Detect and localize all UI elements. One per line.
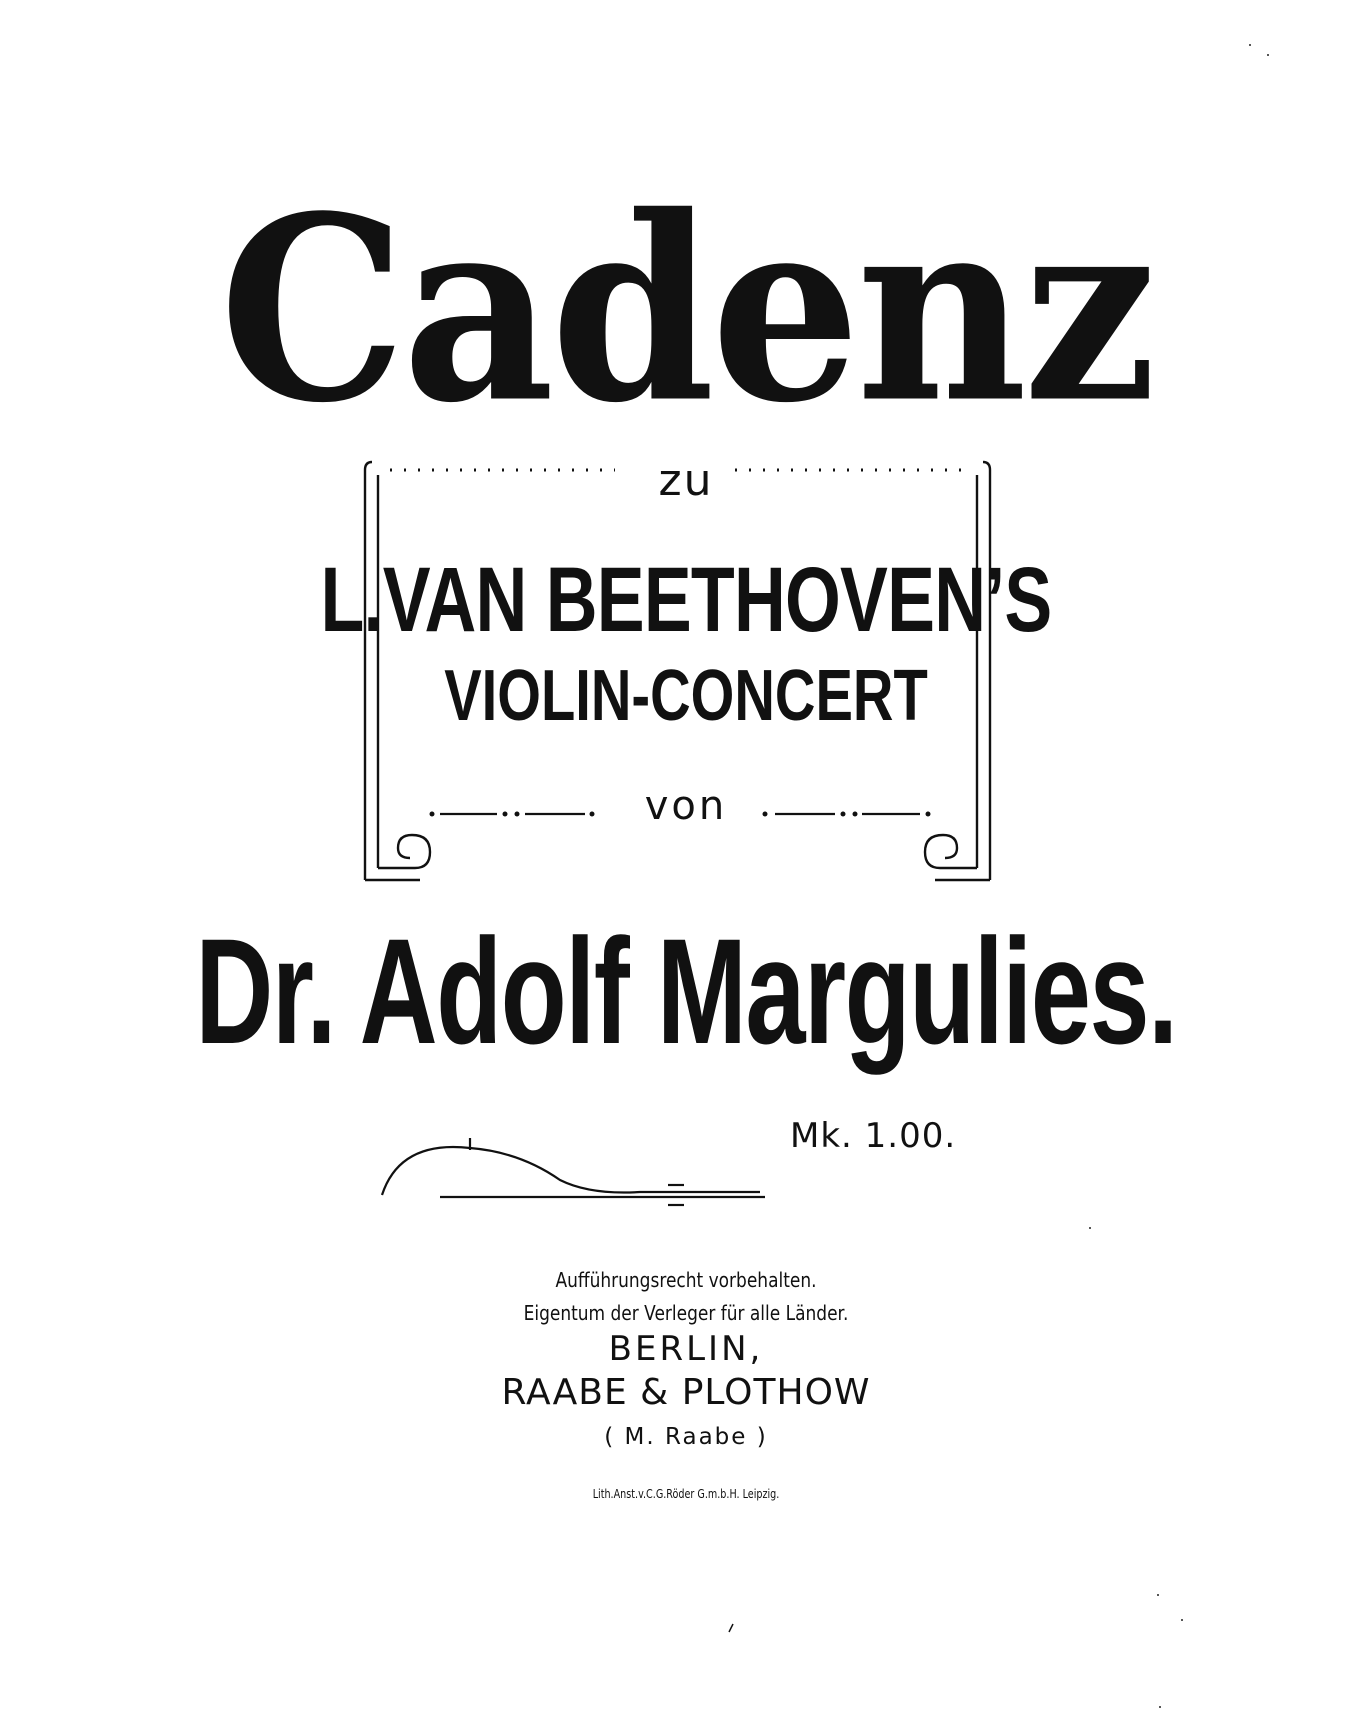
scan-speck bbox=[1157, 1594, 1159, 1596]
cover-title: Cadenz bbox=[219, 160, 1153, 460]
scan-speck bbox=[1249, 44, 1251, 46]
bow-flourish-curve bbox=[382, 1147, 760, 1195]
printer-credit: Lith.Anst.v.C.G.Röder G.m.b.H. Leipzig. bbox=[592, 1487, 780, 1501]
price-label: Mk. 1.00. bbox=[790, 1116, 957, 1156]
work-composer-line: L.VAN BEETHOVEN’S bbox=[320, 549, 1052, 651]
performance-rights-note: Aufführungsrecht vorbehalten. bbox=[555, 1268, 817, 1292]
scan-speck bbox=[1089, 1227, 1091, 1229]
frame-right-bottom-scroll bbox=[925, 835, 977, 868]
preposition-von: von bbox=[644, 783, 728, 829]
publisher-city: BERLIN, bbox=[608, 1329, 764, 1369]
scan-speck bbox=[1181, 1619, 1183, 1621]
scan-mark bbox=[729, 1624, 733, 1632]
preposition-zu: zu bbox=[658, 455, 714, 506]
frame-left-bottom-scroll bbox=[378, 835, 430, 868]
work-title-line: VIOLIN-CONCERT bbox=[444, 656, 928, 736]
author-name: Dr. Adolf Margulies. bbox=[195, 907, 1177, 1075]
publisher-name: RAABE & PLOTHOW bbox=[501, 1372, 871, 1413]
scan-speck bbox=[1159, 1706, 1161, 1708]
ownership-note: Eigentum der Verleger für alle Länder. bbox=[523, 1301, 849, 1325]
scan-speck bbox=[1267, 54, 1269, 56]
publisher-note: ( M. Raabe ) bbox=[604, 1424, 768, 1450]
